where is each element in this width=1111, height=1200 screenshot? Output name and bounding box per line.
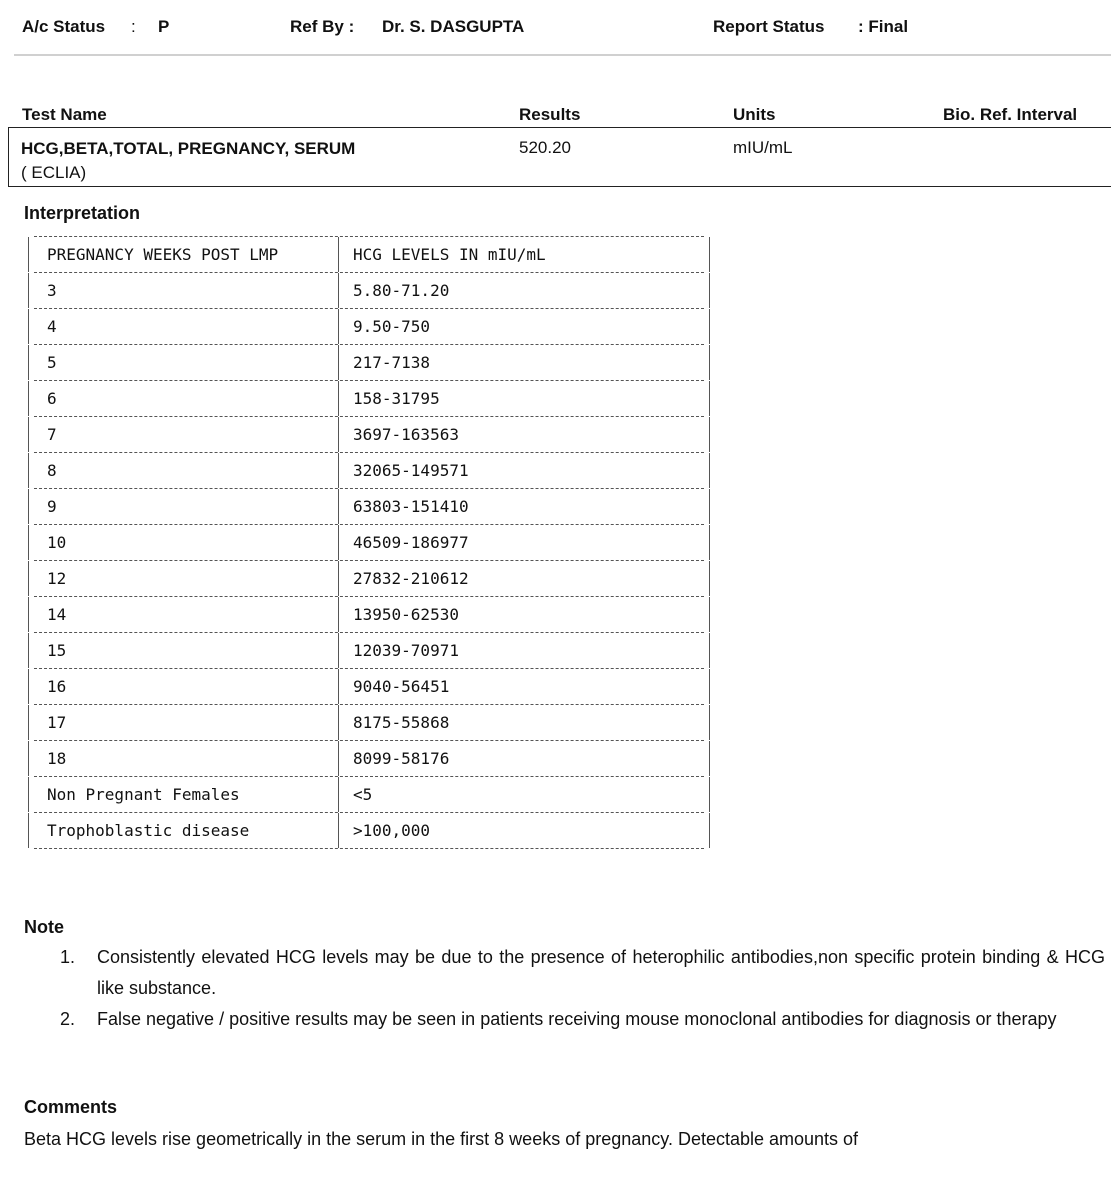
hcg-level-cell: 8175-55868 bbox=[338, 705, 710, 740]
table-row bbox=[28, 525, 710, 560]
hcg-level-cell: <5 bbox=[338, 777, 710, 812]
header-weeks: PREGNANCY WEEKS POST LMP bbox=[28, 237, 338, 272]
table-row bbox=[28, 705, 710, 740]
test-unit: mIU/mL bbox=[733, 138, 793, 157]
note-text: False negative / positive results may be seen in patients receiving mouse monoclonal antibodies for diagnosis or therapy bbox=[97, 1009, 1057, 1029]
note-item bbox=[60, 942, 1105, 1004]
comments-text: Beta HCG levels rise geometrically in the serum in the first 8 weeks of pregnancy. Detectable amounts of bbox=[24, 1129, 859, 1149]
hcg-level-cell: 9040-56451 bbox=[338, 669, 710, 704]
interpretation-table bbox=[28, 236, 710, 849]
weeks-cell: 16 bbox=[28, 669, 338, 704]
table-row bbox=[28, 489, 710, 524]
weeks-cell: 8 bbox=[28, 453, 338, 488]
col-units: Units bbox=[733, 105, 776, 124]
table-row bbox=[28, 561, 710, 596]
table-row bbox=[28, 417, 710, 452]
hcg-level-cell: 217-7138 bbox=[338, 345, 710, 380]
note-title: Note bbox=[24, 917, 64, 937]
hcg-level-cell: 46509-186977 bbox=[338, 525, 710, 560]
note-number: 2. bbox=[60, 1009, 76, 1029]
weeks-cell: Non Pregnant Females bbox=[28, 777, 338, 812]
hcg-level-cell: 8099-58176 bbox=[338, 741, 710, 776]
table-row bbox=[28, 309, 710, 344]
weeks-cell: 5 bbox=[28, 345, 338, 380]
ref-by-label: Ref By : bbox=[290, 17, 355, 36]
test-method: ( ECLIA) bbox=[21, 163, 87, 182]
test-result: 520.20 bbox=[519, 138, 571, 157]
note-list bbox=[60, 942, 1105, 1035]
note-item bbox=[60, 1004, 1105, 1035]
hcg-level-cell: 27832-210612 bbox=[338, 561, 710, 596]
hcg-level-cell: 3697-163563 bbox=[338, 417, 710, 452]
table-row bbox=[28, 453, 710, 488]
hcg-level-cell: 63803-151410 bbox=[338, 489, 710, 524]
hcg-level-cell: 158-31795 bbox=[338, 381, 710, 416]
weeks-cell: 12 bbox=[28, 561, 338, 596]
table-row bbox=[28, 597, 710, 632]
weeks-cell: 3 bbox=[28, 273, 338, 308]
col-results: Results bbox=[519, 105, 581, 124]
weeks-cell: Trophoblastic disease bbox=[28, 813, 338, 848]
col-bio-ref: Bio. Ref. Interval bbox=[943, 105, 1078, 124]
weeks-cell: 17 bbox=[28, 705, 338, 740]
table-row bbox=[28, 633, 710, 668]
hcg-level-cell: 5.80-71.20 bbox=[338, 273, 710, 308]
ac-status-separator: : bbox=[131, 17, 136, 36]
table-row bbox=[28, 345, 710, 380]
weeks-cell: 15 bbox=[28, 633, 338, 668]
weeks-cell: 10 bbox=[28, 525, 338, 560]
report-status-label: Report Status bbox=[713, 17, 825, 36]
weeks-cell: 14 bbox=[28, 597, 338, 632]
ac-status-value: P bbox=[158, 17, 170, 36]
table-header-row bbox=[28, 237, 710, 272]
table-row bbox=[28, 381, 710, 416]
weeks-cell: 9 bbox=[28, 489, 338, 524]
table-row bbox=[28, 669, 710, 704]
hcg-level-cell: 13950-62530 bbox=[338, 597, 710, 632]
col-test-name: Test Name bbox=[22, 105, 107, 124]
header-hcg-levels: HCG LEVELS IN mIU/mL bbox=[338, 237, 710, 272]
table-row bbox=[28, 273, 710, 308]
note-number: 1. bbox=[60, 947, 76, 967]
ac-status-label: A/c Status bbox=[22, 17, 106, 36]
ref-by-value: Dr. S. DASGUPTA bbox=[382, 17, 525, 36]
header-divider bbox=[14, 54, 1111, 56]
report-status-value: : Final bbox=[858, 17, 909, 36]
weeks-cell: 4 bbox=[28, 309, 338, 344]
table-row bbox=[28, 813, 710, 848]
table-row bbox=[28, 777, 710, 812]
weeks-cell: 6 bbox=[28, 381, 338, 416]
weeks-cell: 7 bbox=[28, 417, 338, 452]
table-row bbox=[28, 741, 710, 776]
hcg-level-cell: 12039-70971 bbox=[338, 633, 710, 668]
table-rule bbox=[34, 848, 704, 849]
hcg-level-cell: 32065-149571 bbox=[338, 453, 710, 488]
note-text: Consistently elevated HCG levels may be due to the presence of heterophilic antibodies,non specific protein binding & HCG like substance. bbox=[97, 947, 1105, 998]
hcg-level-cell: >100,000 bbox=[338, 813, 710, 848]
interpretation-title: Interpretation bbox=[24, 203, 141, 223]
test-name: HCG,BETA,TOTAL, PREGNANCY, SERUM bbox=[21, 139, 356, 158]
weeks-cell: 18 bbox=[28, 741, 338, 776]
hcg-level-cell: 9.50-750 bbox=[338, 309, 710, 344]
comments-title: Comments bbox=[24, 1097, 118, 1117]
